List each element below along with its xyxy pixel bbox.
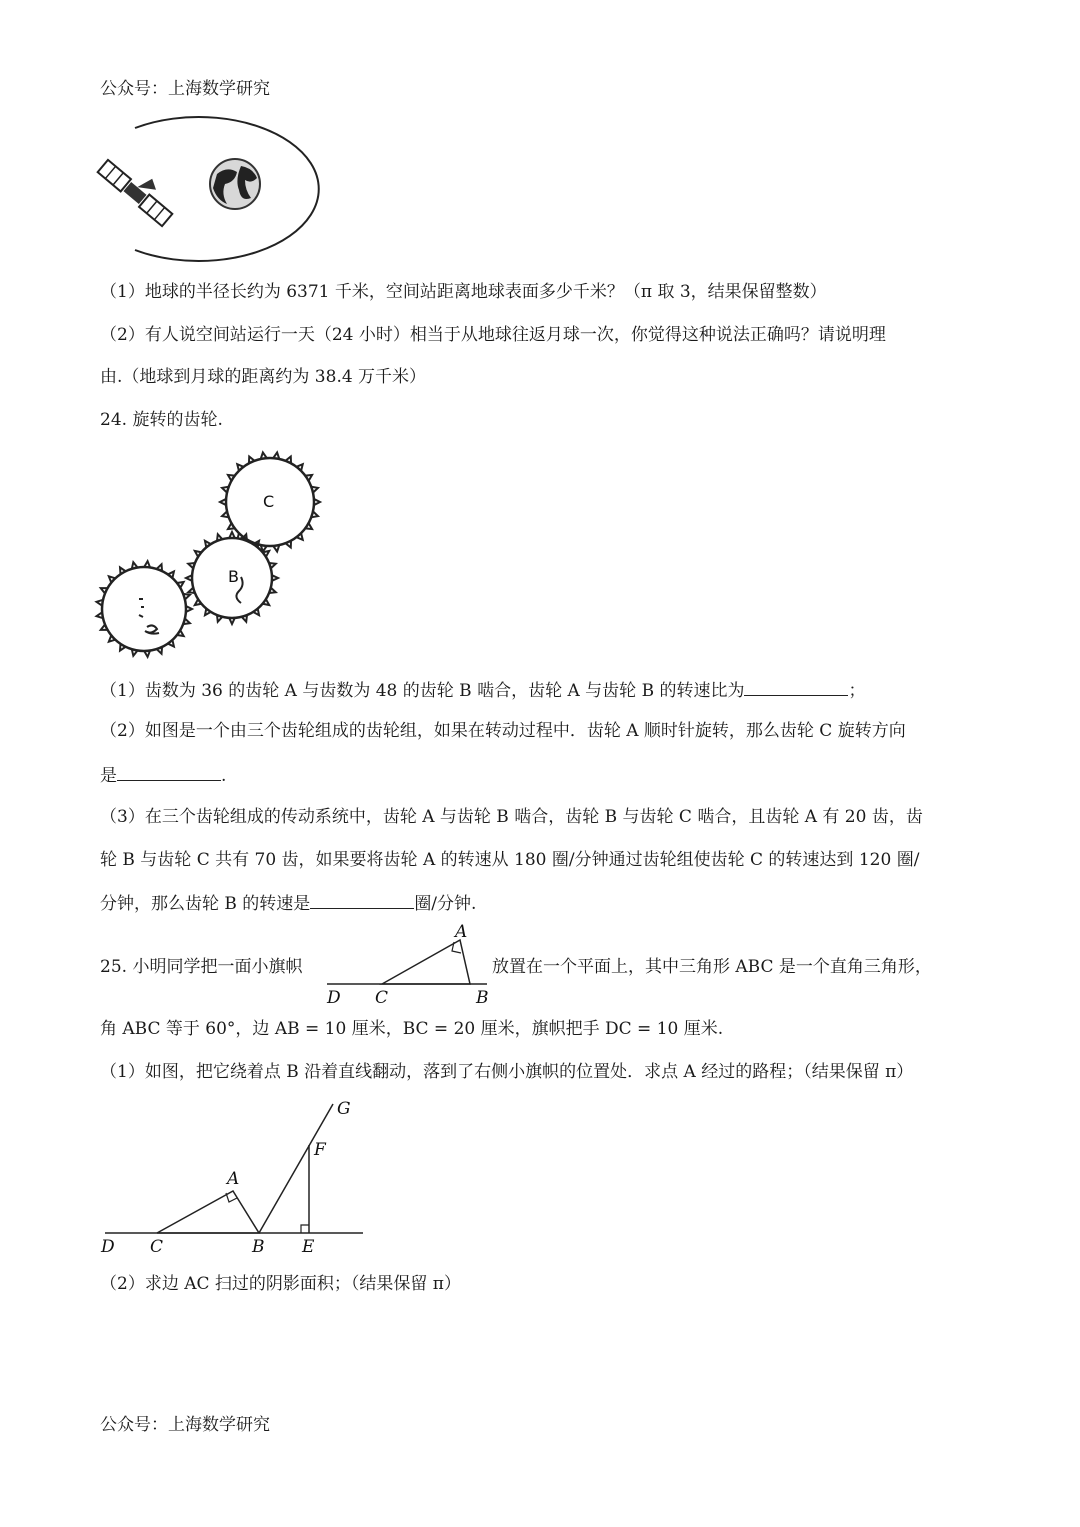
q24-answer-blank-2[interactable] [117,762,221,781]
q23-part2-line1: （2）有人说空间站运行一天（24 小时）相当于从地球往返月球一次，你觉得这种说法正确吗？请说明理 [100,325,886,345]
small-fig-label-d: D [327,988,341,1008]
small-flag-figure [322,922,492,1007]
fig-label-c: C [150,1237,164,1257]
earth-icon [210,159,260,209]
gears-figure [95,455,335,655]
q25-part1: （1）如图，把它绕着点 B 沿着直线翻动，落到了右侧小旗帜的位置处．求点 A 经过的路程；（结果保留 π） [100,1062,914,1082]
header-watermark: 公众号：上海数学研究 [100,79,270,99]
gear-a [97,561,192,657]
footer-watermark: 公众号：上海数学研究 [100,1415,270,1435]
q24-answer-blank-3[interactable] [310,890,414,909]
q24-part3-line1: （3）在三个齿轮组成的传动系统中，齿轮 A 与齿轮 B 啮合，齿轮 B 与齿轮 C 啮合，且齿轮 A 有 20 齿，齿 [100,807,923,827]
rotation-figure [95,1092,375,1262]
q24-part2-line2: 是 . [100,762,226,788]
small-fig-label-a: A [455,922,468,942]
q25-line2: 角 ABC 等于 60°，边 AB = 10 厘米，BC = 20 厘米，旗帜把手 DC = 10 厘米. [100,1019,724,1039]
q25-title-left: 25. 小明同学把一面小旗帜 [100,957,303,977]
q24-title: 24. 旋转的齿轮. [100,410,223,430]
q25-title-right: 放置在一个平面上，其中三角形 ABC 是一个直角三角形， [492,957,932,977]
fig-label-g: G [337,1099,351,1119]
fig-label-a: A [227,1169,240,1189]
q25-part2: （2）求边 AC 扫过的阴影面积；（结果保留 π） [100,1274,461,1294]
small-fig-label-b: B [476,988,489,1008]
small-fig-label-c: C [375,988,389,1008]
fig-label-f: F [314,1140,326,1160]
q24-part3-line2: 轮 B 与齿轮 C 共有 70 齿，如果要将齿轮 A 的转速从 180 圈/分钟通过齿轮组使齿轮 C 的转速达到 120 圈/ [100,850,920,870]
fig-label-d: D [101,1237,115,1257]
gear-label-c: C [263,492,275,511]
fig-label-b: B [252,1237,265,1257]
q23-part1: （1）地球的半径长约为 6371 千米，空间站距离地球表面多少千米？（π 取 3，结果保留整数） [100,282,827,302]
satellite-icon [98,149,182,226]
q24-answer-blank-1[interactable] [744,677,848,696]
gear-label-b: B [228,567,239,586]
q24-part1: （1）齿数为 36 的齿轮 A 与齿数为 48 的齿轮 B 啮合，齿轮 A 与齿轮 B 的转速比为 ； [100,677,865,703]
orbit-figure [95,108,340,268]
q23-part2-line2: 由.（地球到月球的距离约为 38.4 万千米） [100,367,427,387]
q24-part2-line1: （2）如图是一个由三个齿轮组成的齿轮组，如果在转动过程中．齿轮 A 顺时针旋转，那么齿轮 C 旋转方向 [100,721,906,741]
q24-part3-line3: 分钟，那么齿轮 B 的转速是 圈/分钟. [100,890,476,916]
fig-label-e: E [302,1237,315,1257]
